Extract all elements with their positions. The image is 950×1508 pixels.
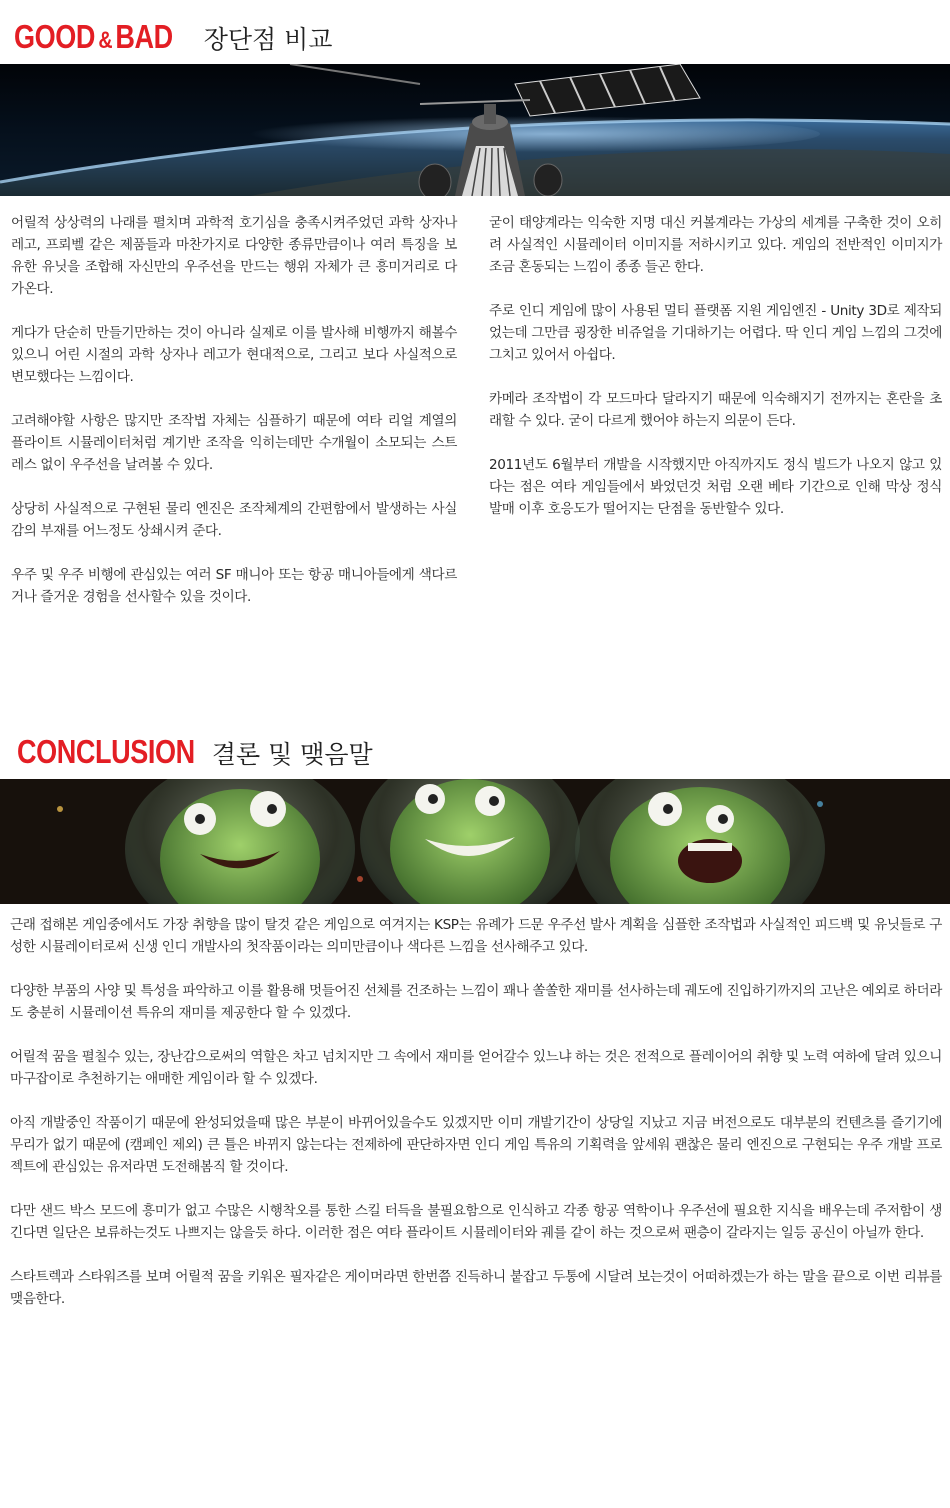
pros-column xyxy=(11,212,457,630)
heading-en xyxy=(14,18,173,56)
pro-paragraph: 우주 및 우주 비행에 관심있는 여러 SF 매니아 또는 항공 매니아들에게 색다르거나 즐거운 경험을 선사할수 있을 것이다. xyxy=(11,567,457,605)
good-bad-heading xyxy=(14,18,332,56)
con-paragraph: 주로 인디 게임에 많이 사용된 멀티 플랫폼 지원 게임엔진 - Unity 3D로 제작되었는데 그만큼 굉장한 비쥬얼을 기대하기는 어렵다. 딱 인디 게임 느낌의 그것에 그치고 있어서 아쉽다. xyxy=(489,303,942,363)
space-station-illustration xyxy=(0,64,950,196)
conclusion-paragraph: 다양한 부품의 사양 및 특성을 파악하고 이를 활용해 멋들어진 선체를 건조하는 느낌이 꽤나 쏠쏠한 재미를 선사하는데 궤도에 진입하기까지의 고난은 예외로 하더라도 충분히 시뮬레이션 특유의 재미를 제공한다 할 수 있겠다. xyxy=(10,983,942,1021)
conclusion-paragraph: 스타트렉과 스타워즈를 보며 어릴적 꿈을 키워온 필자같은 게이머라면 한번쯤 진득하니 붙잡고 두통에 시달려 보는것이 어떠하겠는가 하는 말을 끝으로 이번 리뷰를 맺음한다. xyxy=(10,1269,942,1307)
con-paragraph: 굳이 태양계라는 익숙한 지명 대신 커볼계라는 가상의 세계를 구축한 것이 오히려 사실적인 시뮬레이터 이미지를 저하시키고 있다. 게임의 전반적인 이미지가 조금 혼동되는 느낌이 종종 들곤 한다. xyxy=(489,215,942,275)
conclusion-paragraph: 근래 접해본 게임중에서도 가장 취향을 많이 탈것 같은 게임으로 여겨지는 KSP는 유례가 드문 우주선 발사 계획을 심플한 조작법과 사실적인 피드백 및 유닛들로 구성한 시뮬레이터로써 신생 인디 개발사의 첫작품이라는 의미만큼이나 색다른 느낌을 선사해주고 있다. xyxy=(10,917,942,955)
pro-paragraph: 상당히 사실적으로 구현된 물리 엔진은 조작체계의 간편함에서 발생하는 사실감의 부재를 어느정도 상쇄시켜 준다. xyxy=(11,501,457,539)
con-paragraph: 카메라 조작법이 각 모드마다 달라지기 때문에 익숙해지기 전까지는 혼란을 초래할 수 있다. 굳이 다르게 했어야 하는지 의문이 든다. xyxy=(489,391,942,429)
conclusion-paragraph: 아직 개발중인 작품이기 때문에 완성되었을때 많은 부분이 바뀌어있을수도 있겠지만 이미 개발기간이 상당일 지났고 지금 버전으로도 대부분의 컨텐츠를 즐기기에 무리가 없기 때문에 (캠페인 제외) 큰 틀은 바뀌지 않는다는 전제하에 판단하자면 인디 게임 특유의 기획력을 앞세워 괜찮은 물리 엔진으로 구현되는 우주 개발 프로젝트에 관심있는 유저라면 도전해봄직 할 것이다. xyxy=(10,1115,942,1175)
heading-ko: 결론 및 맺음말 xyxy=(211,740,373,769)
conclusion-text xyxy=(10,914,942,1332)
heading-bad: BAD xyxy=(115,18,173,55)
heading-en: CONCLUSION xyxy=(17,733,195,770)
pro-paragraph: 어릴적 상상력의 나래를 펼치며 과학적 호기심을 충족시켜주었던 과학 상자나 레고, 프뢰벨 같은 제품들과 마찬가지로 다양한 종류만큼이나 여러 특징을 보유한 유닛을 조합해 자신만의 우주선을 만드는 행위 자체가 큰 흥미거리로 다가온다. xyxy=(11,215,457,297)
astronauts-banner xyxy=(0,779,950,904)
astronaut-middle-icon xyxy=(360,779,580,904)
astronaut-left-icon xyxy=(125,779,355,904)
conclusion-heading xyxy=(17,733,373,771)
space-banner xyxy=(0,64,950,196)
pro-paragraph: 게다가 단순히 만들기만하는 것이 아니라 실제로 이를 발사해 비행까지 해볼수 있으니 어린 시절의 과학 상자나 레고가 현대적으로, 그리고 보다 사실적으로 변모했다는 느낌이다. xyxy=(11,325,457,385)
conclusion-paragraph: 어릴적 꿈을 펼칠수 있는, 장난감으로써의 역할은 차고 넘치지만 그 속에서 재미를 얻어갈수 있느냐 하는 것은 전적으로 플레이어의 취향 및 노력 여하에 달려 있으니 마구잡이로 추천하기는 애매한 게임이라 할 수 있겠다. xyxy=(10,1049,942,1087)
heading-ko: 장단점 비교 xyxy=(203,25,333,54)
heading-amp: & xyxy=(98,27,113,54)
con-paragraph: 2011년도 6월부터 개발을 시작했지만 아직까지도 정식 빌드가 나오지 않고 있다는 점은 여타 게임들에서 봐었던것 처럼 오랜 베타 기간으로 인해 막상 정식 발매 이후 호응도가 떨어지는 단점을 동반할수 있다. xyxy=(489,457,942,517)
pro-paragraph: 고려해야할 사항은 많지만 조작법 자체는 심플하기 때문에 여타 리얼 계열의 플라이트 시뮬레이터처럼 계기반 조작을 익히는데만 수개월이 소모되는 스트레스 없이 우주선을 날려볼 수 있다. xyxy=(11,413,457,473)
conclusion-paragraph: 다만 샌드 박스 모드에 흥미가 없고 수많은 시행착오를 통한 스킬 터득을 불필요함으로 인식하고 각종 항공 역학이나 우주선에 필요한 지식을 배우는데 주저함이 생긴다면 일단은 보류하는것도 나쁘지는 않을듯 하다. 이러한 점은 여타 플라이트 시뮬레이터와 궤를 같이 하는 것으로써 팬층이 갈라지는 일등 공신이 아닐까 한다. xyxy=(10,1203,942,1241)
cons-column xyxy=(489,212,942,542)
heading-good: GOOD xyxy=(14,18,96,55)
astronauts-illustration xyxy=(0,779,950,904)
astronaut-right-icon xyxy=(575,779,825,904)
